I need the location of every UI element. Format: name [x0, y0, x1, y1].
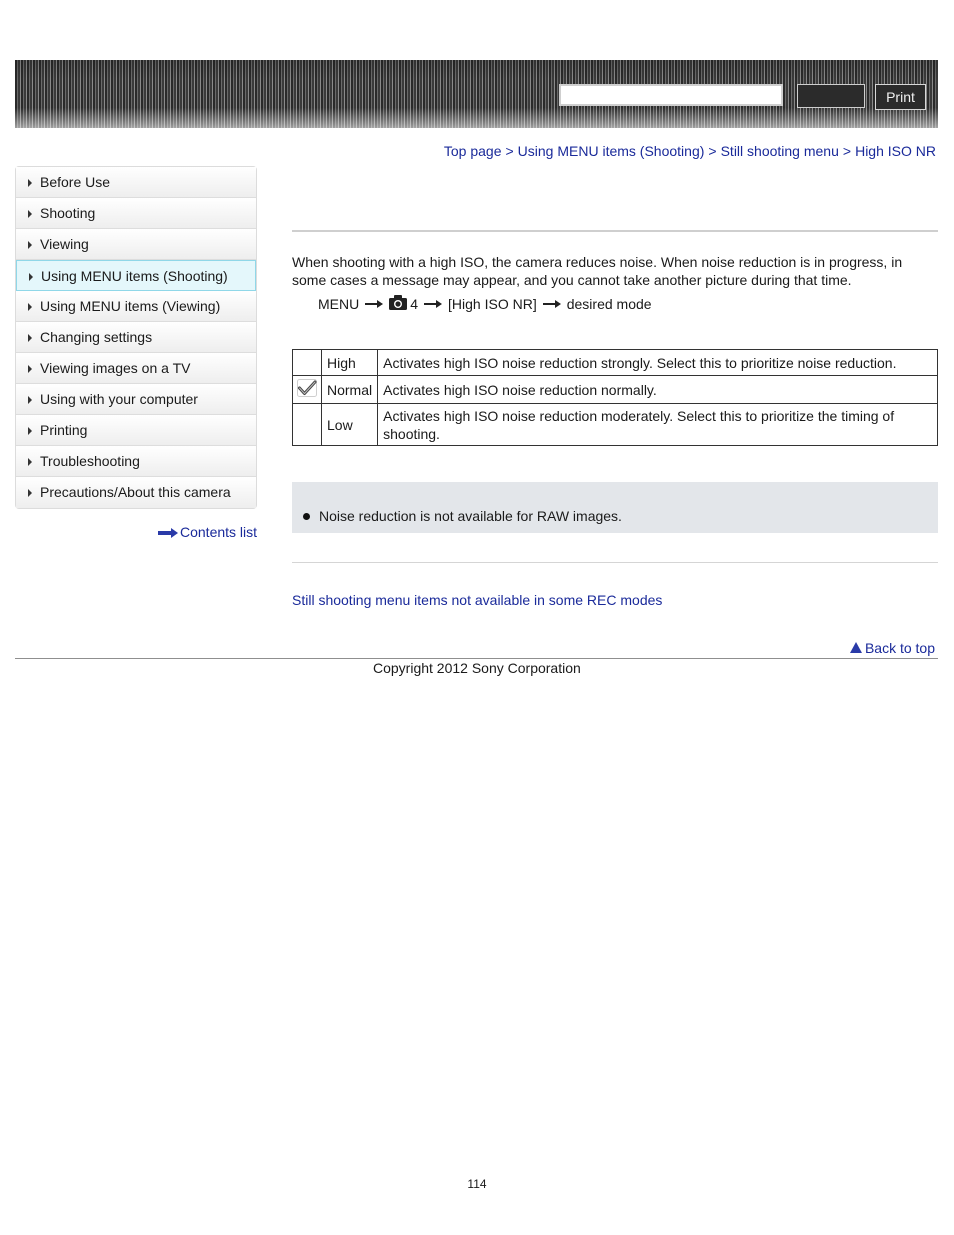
default-mark-cell [293, 404, 322, 446]
triangle-right-icon [28, 334, 32, 342]
sidebar-item-before-use[interactable] [16, 167, 256, 198]
mode-name: Normal [322, 376, 378, 404]
default-mark-cell [293, 350, 322, 376]
sidebar-item-shooting[interactable] [16, 198, 256, 229]
intro-text: When shooting with a high ISO, the camera reduces noise. When noise reduction is in progress, in some cases a message may appear, and you cannot take another picture during that time. [292, 254, 903, 288]
triangle-right-icon [28, 489, 32, 497]
back-to-top-link[interactable] [850, 640, 935, 656]
contents-list-link[interactable] [158, 524, 257, 540]
checkmark-icon [297, 384, 317, 400]
triangle-right-icon [28, 179, 32, 187]
breadcrumb-separator: > [708, 143, 717, 159]
title-divider [292, 230, 938, 232]
mode-name: Low [322, 404, 378, 446]
bullet-icon [303, 513, 310, 520]
breadcrumb-using-menu-shooting[interactable]: Using MENU items (Shooting) [517, 143, 705, 159]
triangle-right-icon [28, 427, 32, 435]
breadcrumb-still-shooting-menu[interactable]: Still shooting menu [720, 143, 839, 159]
triangle-right-icon [28, 210, 32, 218]
search-button[interactable] [797, 84, 865, 108]
mode-name: High [322, 350, 378, 376]
sidebar-item-viewing-on-tv[interactable] [16, 353, 256, 384]
sidebar-item-label: Printing [40, 422, 88, 438]
back-to-top-label: Back to top [864, 640, 935, 656]
arrow-right-icon [158, 528, 178, 538]
print-button[interactable]: Print [875, 84, 926, 110]
sidebar-nav [15, 166, 257, 509]
sidebar-item-label: Changing settings [40, 329, 153, 345]
menu-path-item: [High ISO NR] [448, 296, 537, 312]
arrow-right-icon [543, 300, 561, 308]
breadcrumb-top-page[interactable]: Top page [443, 143, 502, 159]
related-divider [292, 562, 938, 563]
header-banner [15, 60, 938, 128]
table-row [293, 350, 938, 376]
arrow-right-icon [365, 300, 383, 308]
mode-description: Activates high ISO noise reduction strongly. Select this to prioritize noise reduction. [378, 350, 938, 376]
triangle-up-icon [850, 642, 862, 653]
sidebar-item-label: Viewing images on a TV [40, 360, 191, 376]
sidebar-item-label: Using MENU items (Shooting) [41, 268, 228, 284]
sidebar-item-label: Precautions/About this camera [40, 484, 231, 500]
sidebar-item-using-with-computer[interactable] [16, 384, 256, 415]
sidebar-item-label: Before Use [40, 174, 111, 190]
note-text: Noise reduction is not available for RAW images. [319, 508, 622, 524]
mode-description: Activates high ISO noise reduction normally. [378, 376, 938, 404]
menu-path [318, 296, 652, 312]
sidebar-item-label: Using MENU items (Viewing) [40, 298, 221, 314]
table-row [293, 376, 938, 404]
sidebar-item-label: Troubleshooting [40, 453, 140, 469]
menu-path-menu: MENU [318, 296, 360, 312]
menu-path-tab-number: 4 [410, 296, 419, 312]
triangle-right-icon [29, 273, 33, 281]
sidebar-item-label: Shooting [40, 205, 96, 221]
arrow-right-icon [424, 300, 442, 308]
triangle-right-icon [28, 241, 32, 249]
mode-table [292, 349, 938, 446]
sidebar-item-label: Using with your computer [40, 391, 198, 407]
table-row [293, 404, 938, 446]
breadcrumb-separator: > [505, 143, 514, 159]
mode-description: Activates high ISO noise reduction moderately. Select this to prioritize the timing of shooting. [378, 404, 938, 446]
camera-icon [389, 295, 407, 309]
sidebar-item-changing-settings[interactable] [16, 322, 256, 353]
breadcrumb-high-iso-nr[interactable]: High ISO NR [855, 143, 936, 159]
search-input[interactable] [559, 84, 783, 106]
note-box [292, 482, 938, 533]
default-mark-cell [293, 376, 322, 404]
sidebar-item-using-menu-shooting[interactable] [16, 260, 256, 291]
sidebar-item-using-menu-viewing[interactable] [16, 291, 256, 322]
menu-path-target: desired mode [566, 296, 652, 312]
sidebar-item-printing[interactable] [16, 415, 256, 446]
sidebar-item-precautions[interactable] [16, 477, 256, 508]
copyright-text: Copyright 2012 Sony Corporation [373, 660, 581, 676]
page-number: 114 [467, 1177, 487, 1191]
sidebar-item-troubleshooting[interactable] [16, 446, 256, 477]
triangle-right-icon [28, 458, 32, 466]
triangle-right-icon [28, 365, 32, 373]
triangle-right-icon [28, 396, 32, 404]
breadcrumb [444, 143, 936, 159]
sidebar-item-viewing[interactable] [16, 229, 256, 260]
triangle-right-icon [28, 303, 32, 311]
sidebar-item-label: Viewing [40, 236, 89, 252]
related-topic-link[interactable]: Still shooting menu items not available in some REC modes [292, 592, 663, 608]
breadcrumb-separator: > [842, 143, 852, 159]
footer-divider [15, 658, 938, 659]
contents-list-label: Contents list [180, 524, 258, 540]
